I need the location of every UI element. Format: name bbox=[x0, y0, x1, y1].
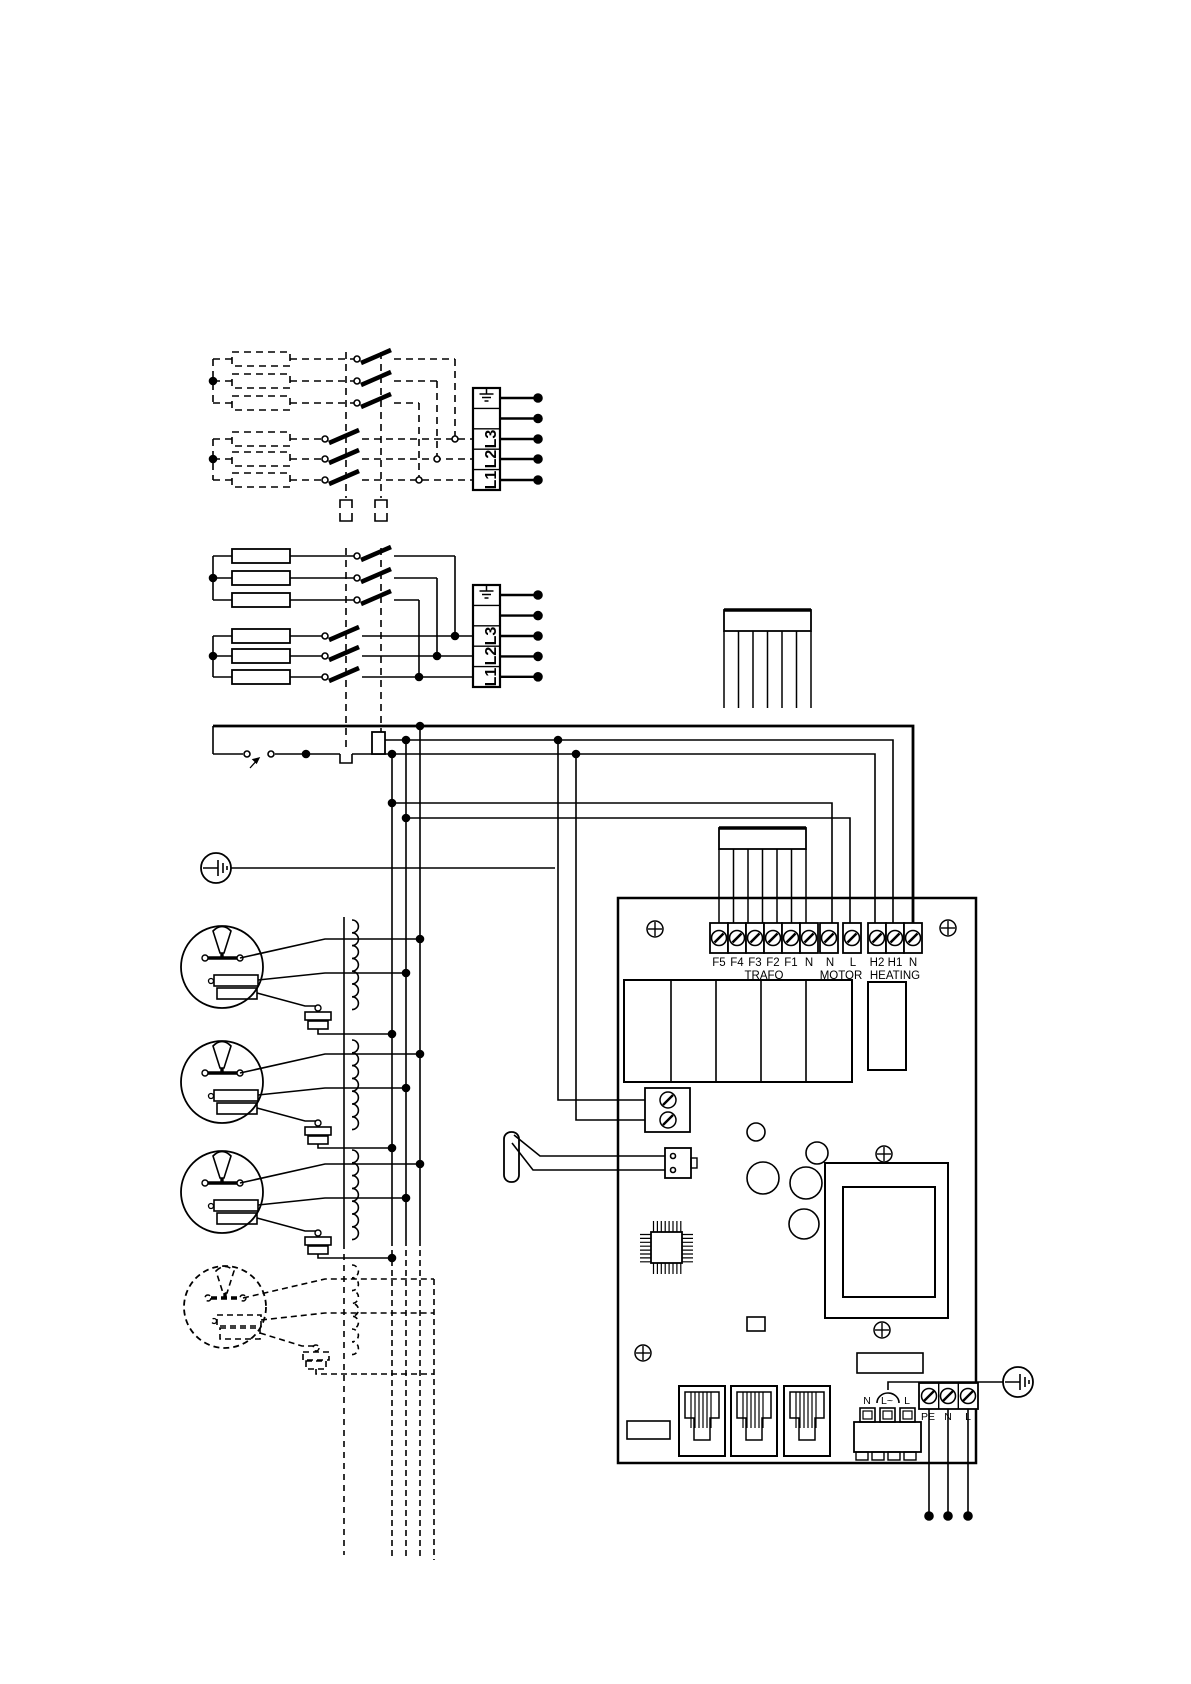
terminal-N-heating: N bbox=[908, 957, 918, 969]
output-terminal-L~: L~ bbox=[881, 1395, 893, 1407]
microcontroller-chip bbox=[640, 1221, 693, 1274]
terminal-F2: F2 bbox=[766, 957, 780, 969]
unit-2-wiring bbox=[240, 1051, 424, 1152]
trafo-secondary-block bbox=[645, 1088, 690, 1132]
tb-middle-L3: L3 bbox=[483, 626, 501, 646]
tb-middle-L2: L2 bbox=[483, 646, 501, 666]
lamp-heater-unit-3 bbox=[181, 1151, 263, 1233]
sensor-bulb bbox=[504, 1132, 519, 1182]
terminal-F5: F5 bbox=[712, 957, 726, 969]
jumper bbox=[747, 1317, 765, 1331]
mains-terminal-L: L bbox=[965, 1411, 971, 1423]
terminal-F1: F1 bbox=[784, 957, 798, 969]
sensor-connector bbox=[665, 1148, 697, 1178]
terminal-F3: F3 bbox=[748, 957, 762, 969]
lamp-heater-unit-optional bbox=[184, 1266, 266, 1348]
capacitor bbox=[806, 1142, 828, 1164]
rj-connector-2 bbox=[731, 1386, 777, 1456]
terminal-H2: H2 bbox=[869, 957, 885, 969]
output-power-module bbox=[854, 1408, 921, 1460]
output-terminal-N: N bbox=[863, 1395, 871, 1407]
motor-terminal-strip bbox=[820, 923, 861, 953]
relay-bank bbox=[624, 980, 852, 1082]
label-plate bbox=[627, 1421, 670, 1439]
group-label-trafo: TRAFO bbox=[744, 970, 784, 982]
thermal-fuse bbox=[303, 1345, 329, 1369]
terminal-N-motor: N bbox=[825, 957, 835, 969]
mounting-screw-icon bbox=[940, 920, 956, 936]
ground-icon bbox=[201, 853, 231, 883]
thermal-fuse bbox=[305, 1005, 331, 1029]
thermal-fuse bbox=[305, 1230, 331, 1254]
chassis-ground-left bbox=[201, 853, 555, 883]
group-label-motor: MOTOR bbox=[819, 970, 863, 982]
terminal-F4: F4 bbox=[730, 957, 744, 969]
tb-upper-L1: L1 bbox=[483, 470, 501, 490]
trafo-terminal-strip bbox=[710, 923, 818, 953]
display-window bbox=[843, 1187, 935, 1297]
tb-upper-L3: L3 bbox=[483, 429, 501, 449]
tb-middle-L1: L1 bbox=[483, 667, 501, 687]
ground-icon bbox=[1003, 1367, 1033, 1397]
mounting-screw-icon bbox=[635, 1345, 651, 1361]
unit-3-wiring bbox=[240, 1161, 424, 1262]
dashed-bank-switches bbox=[210, 350, 459, 484]
unit-1-wiring bbox=[240, 936, 424, 1038]
heating-relay bbox=[868, 982, 906, 1070]
thermal-fuse bbox=[305, 1120, 331, 1144]
trafo-comb-connector bbox=[719, 828, 806, 926]
temperature-sensor bbox=[504, 1132, 665, 1182]
capacitor bbox=[747, 1162, 779, 1194]
terminal-L-motor: L bbox=[849, 957, 857, 969]
mains-comb-connector bbox=[724, 610, 811, 708]
tb-upper-L2: L2 bbox=[483, 449, 501, 469]
rj-connector-1 bbox=[679, 1386, 725, 1456]
heating-terminal-strip bbox=[868, 923, 922, 953]
solid-heater-bank bbox=[210, 547, 474, 749]
mounting-screw-icon bbox=[647, 921, 663, 937]
door-switch bbox=[244, 751, 250, 757]
capacitor bbox=[747, 1123, 765, 1141]
interlock-fuse bbox=[372, 732, 385, 754]
group-label-heating: HEATING bbox=[869, 970, 921, 982]
rj-connector-3 bbox=[784, 1386, 830, 1456]
mains-terminal-N: N bbox=[944, 1411, 952, 1423]
door-switch-actuator bbox=[250, 758, 259, 768]
output-terminal-L: L bbox=[904, 1395, 910, 1407]
lamp-heater-unit-2 bbox=[181, 1041, 263, 1123]
mounting-screw-icon bbox=[874, 1322, 890, 1338]
terminal-H1: H1 bbox=[887, 957, 903, 969]
capacitor bbox=[790, 1167, 822, 1199]
mains-terminal-PE: PE bbox=[920, 1411, 936, 1423]
lamp-heater-unit-1 bbox=[181, 926, 263, 1008]
terminal-N-trafo: N bbox=[804, 957, 814, 969]
plug-connector-pair bbox=[340, 500, 387, 521]
capacitor bbox=[789, 1209, 819, 1239]
mounting-screw-icon bbox=[876, 1146, 892, 1162]
unit-optional-wiring bbox=[243, 1240, 434, 1560]
supply-bus bbox=[213, 723, 913, 1241]
transformer-winding bbox=[344, 917, 358, 1555]
label-plate bbox=[857, 1353, 923, 1373]
mains-terminal-block bbox=[919, 1383, 978, 1520]
